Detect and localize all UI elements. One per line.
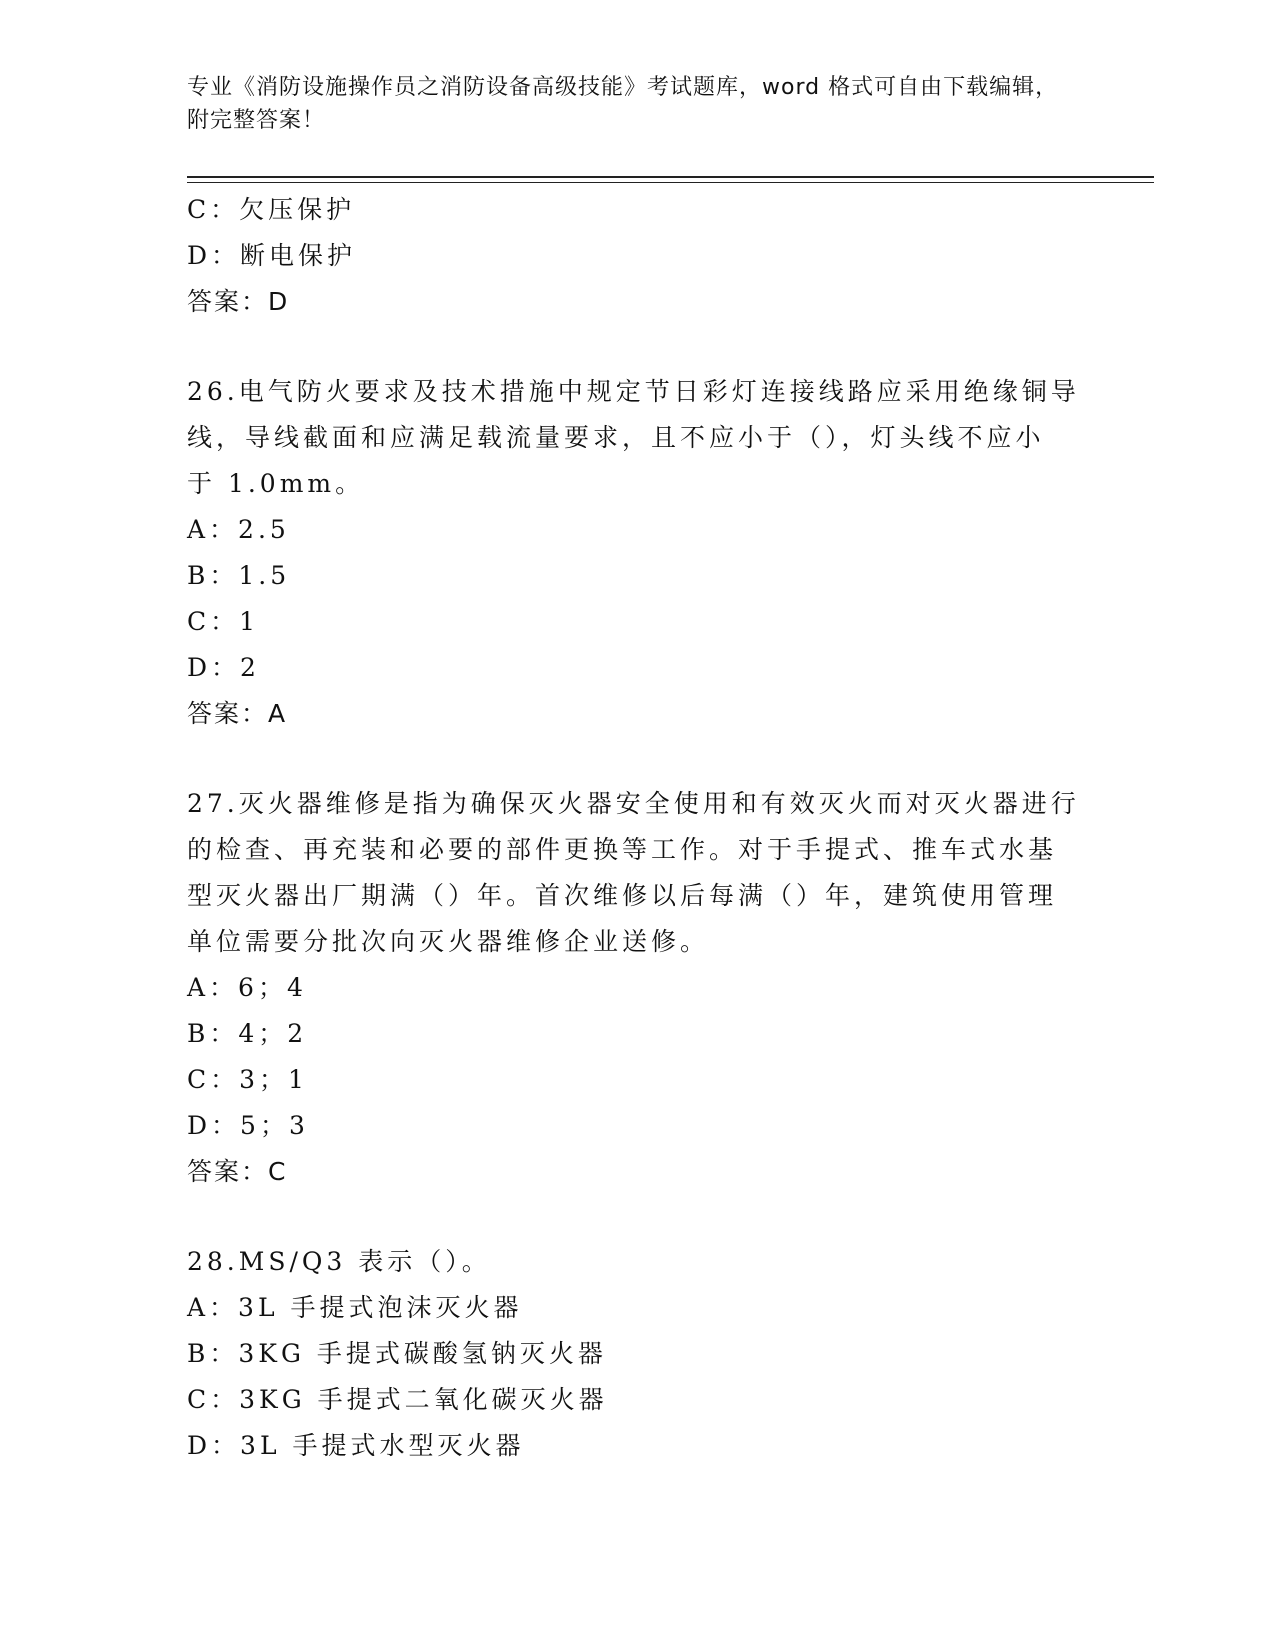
- option-d: D：5；3: [187, 1111, 309, 1140]
- question-text-line: 型灭火器出厂期满（）年。首次维修以后每满（）年，建筑使用管理: [187, 881, 1058, 910]
- spacer: [187, 1195, 1077, 1239]
- question-text-line: 28.MS/Q3 表示（）。: [187, 1247, 491, 1276]
- question-27: [187, 781, 1080, 1195]
- question-26: [187, 369, 1080, 737]
- option-c: C：欠压保护: [187, 195, 356, 224]
- spacer: [187, 325, 1077, 369]
- option-b: B：3KG 手提式碳酸氢钠灭火器: [187, 1339, 607, 1368]
- option-c: C：3KG 手提式二氧化碳灭火器: [187, 1385, 608, 1414]
- answer: 答案：D: [187, 287, 290, 316]
- option-d: D：3L 手提式水型灭火器: [187, 1431, 525, 1460]
- option-b: B：1.5: [187, 561, 291, 590]
- answer: 答案：C: [187, 1157, 288, 1186]
- question-28: [187, 1239, 1077, 1469]
- option-a: A：2.5: [187, 515, 290, 544]
- header-divider-thick: [187, 176, 1154, 178]
- option-a: A：6；4: [187, 973, 307, 1002]
- option-a: A：3L 手提式泡沫灭火器: [187, 1293, 523, 1322]
- document-header: [187, 71, 1067, 137]
- question-text-line: 的检查、再充装和必要的部件更换等工作。对于手提式、推车式水基: [187, 835, 1058, 864]
- answer: 答案：A: [187, 699, 288, 728]
- option-d: D：断电保护: [187, 241, 357, 270]
- spacer: [187, 737, 1077, 781]
- header-divider-thin: [187, 182, 1154, 183]
- question-text-line: 27.灭火器维修是指为确保灭火器安全使用和有效灭火而对灭火器进行: [187, 789, 1080, 818]
- question-text-line: 于 1.0mm。: [187, 469, 365, 498]
- option-b: B：4；2: [187, 1019, 308, 1048]
- option-c: C：3；1: [187, 1065, 308, 1094]
- question-text-line: 26.电气防火要求及技术措施中规定节日彩灯连接线路应采用绝缘铜导: [187, 377, 1080, 406]
- option-c: C：1: [187, 607, 260, 636]
- option-d: D：2: [187, 653, 260, 682]
- header-text: 专业《消防设施操作员之消防设备高级技能》考试题库，word 格式可自由下载编辑，附完整答案！: [187, 75, 1059, 133]
- question-text-line: 单位需要分批次向灭火器维修企业送修。: [187, 927, 710, 956]
- question-content: [187, 187, 1080, 1469]
- question-text-line: 线，导线截面和应满足载流量要求，且不应小于（），灯头线不应小: [187, 423, 1045, 452]
